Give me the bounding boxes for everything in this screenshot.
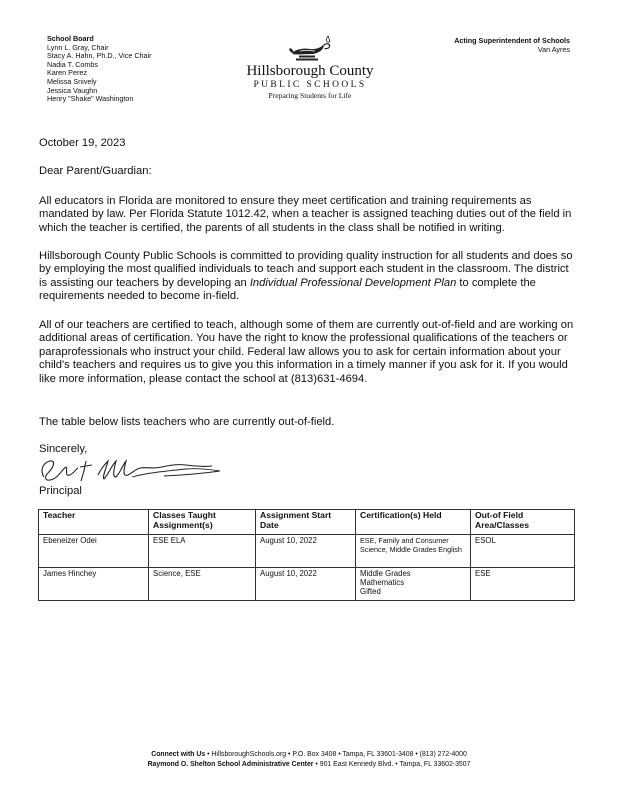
district-tagline: Preparing Students for Life <box>268 91 352 100</box>
letter-date: October 19, 2023 <box>39 137 126 149</box>
paragraph-certification-requirements: All educators in Florida are monitored to ensure they meet certification and training requirements as mandated by law. Per Florida Statute 1012.42, when a teacher is assigned teaching duties out of the field in which the teacher is certified, the parents of all students in the class shall be notified in writing. <box>39 195 572 234</box>
classes-cell: ESE ELA <box>149 535 256 568</box>
table-header-row <box>39 510 575 535</box>
board-member: Melissa Snively <box>47 76 97 86</box>
paragraph-right-to-know: All of our teachers are certified to teach, although some of them are currently out-of-field and are working on additional areas of certification. You have the right to know the professional qualifications of the teachers or paraprofessionals who instruct your child. Federal law allows you to ask for certain information about your child's teachers and requires us to give you this information in a timely manner if you ask for it. If you would like more information, please contact the school at (813)631-4694. <box>39 319 574 385</box>
classes-cell: Science, ESE <box>149 568 256 601</box>
certification-item: Mathematics <box>360 578 405 588</box>
column-header-classes: Classes Taught Assignment(s) <box>149 510 256 535</box>
footer-center-name: Raymond O. Shelton School Administrative Center <box>147 761 314 768</box>
certification-item: Middle Grades <box>360 569 411 578</box>
column-header-teacher: Teacher <box>39 510 149 535</box>
school-board-title: School Board <box>47 34 94 43</box>
salutation: Dear Parent/Guardian: <box>39 165 152 177</box>
paragraph-text: to complete the requirements needed to become in-field. <box>39 276 536 303</box>
paragraph-district-commitment <box>39 250 579 304</box>
table-row <box>39 568 575 601</box>
district-name: Hillsborough County <box>246 63 374 79</box>
paragraph-text: Hillsborough County Public Schools is committed to providing quality instruction for all students and does so by employing the most qualified individuals to teach and support each student in the classroom. The district is assisting our teachers by developing an <box>39 250 573 289</box>
footer-address-details: • 901 East Kennedy Blvd. • Tampa, FL 33602-3507 <box>313 761 471 768</box>
board-member: Lynn L. Gray, Chair <box>47 42 109 52</box>
lamp-of-learning-icon <box>286 36 334 62</box>
board-member: Karen Perez <box>47 68 87 78</box>
out-of-field-table <box>38 509 575 601</box>
handwritten-signature <box>36 455 226 487</box>
column-header-certifications: Certification(s) Held <box>356 510 471 535</box>
start-date-cell: August 10, 2022 <box>256 568 356 601</box>
table-row <box>39 535 575 568</box>
board-member: Nadia T. Combs <box>47 59 98 69</box>
school-board-list <box>47 35 152 104</box>
out-of-field-cell: ESOL <box>471 535 575 568</box>
signer-title: Principal <box>39 485 82 497</box>
superintendent-block <box>454 37 570 54</box>
closing: Sincerely, <box>39 443 88 455</box>
column-header-out-of-field: Out-of Field Area/Classes <box>471 510 575 535</box>
board-member: Stacy A. Hahn, Ph.D., Vice Chair <box>47 51 152 61</box>
superintendent-name: Van Ayres <box>537 44 570 54</box>
teacher-cell: James Hinchey <box>39 568 149 601</box>
certification-item: Gifted <box>360 587 381 597</box>
start-date-cell: August 10, 2022 <box>256 535 356 568</box>
column-header-start-date: Assignment Start Date <box>256 510 356 535</box>
certifications-cell: ESE, Family and Consumer Science, Middle Grades English <box>356 535 471 568</box>
footer-contact-details: • HillsboroughSchools.org • P.O. Box 3408 • Tampa, FL 33601-3408 • (813) 272-4000 <box>205 751 467 758</box>
district-logo <box>200 36 420 100</box>
board-member: Jessica Vaughn <box>47 85 98 95</box>
board-member: Henry "Shake" Washington <box>47 94 134 104</box>
out-of-field-cell: ESE <box>471 568 575 601</box>
superintendent-title: Acting Superintendent of Schools <box>454 36 570 45</box>
footer-contact-line <box>0 750 618 760</box>
paragraph-table-intro: The table below lists teachers who are currently out-of-field. <box>39 416 335 428</box>
certifications-cell <box>356 568 471 601</box>
district-subtitle: PUBLIC SCHOOLS <box>253 80 367 90</box>
footer-connect-label: Connect with Us <box>151 751 206 758</box>
footer-address-line <box>0 760 618 770</box>
teacher-cell: Ebeneizer Odei <box>39 535 149 568</box>
plan-name: Individual Professional Development Plan <box>249 276 457 289</box>
